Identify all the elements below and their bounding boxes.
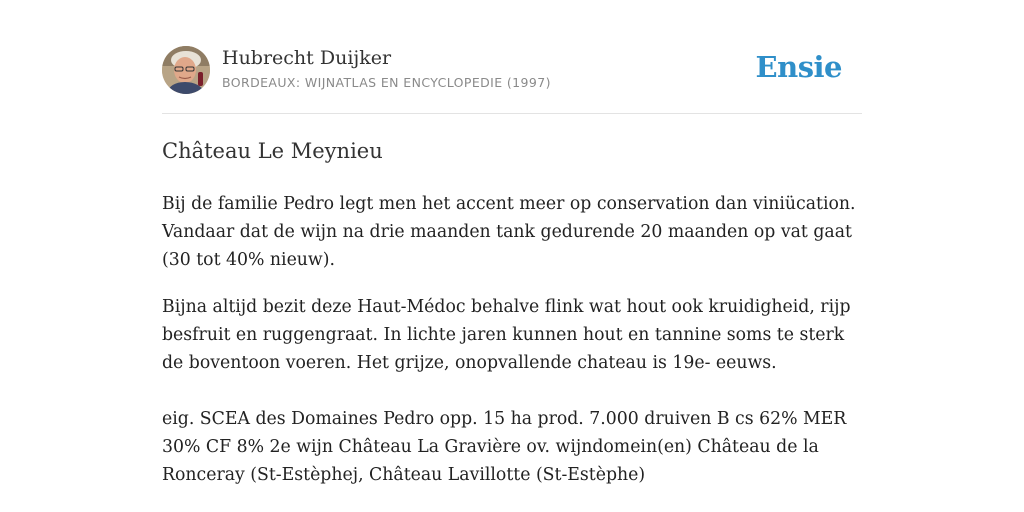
author-avatar[interactable] [162, 46, 210, 94]
author-portrait-icon [162, 46, 210, 94]
entry-paragraph: Bij de familie Pedro legt men het accent meer op conservation dan viniücation. Vandaar dat de wijn na drie maanden tank gedurende 20 maanden op vat gaat (30 tot 40% nieuw). [162, 194, 856, 270]
ensie-logo[interactable]: Ensie [755, 50, 842, 84]
author-name[interactable]: Hubrecht Duijker [222, 47, 392, 69]
book-title[interactable]: BORDEAUX: WIJNATLAS EN ENCYCLOPEDIE (1997) [222, 75, 551, 90]
entry-meta: eig. SCEA des Domaines Pedro opp. 15 ha prod. 7.000 druiven B cs 62% MER 30% CF 8% 2e wijn Château La Gravière ov. wijndomein(en) Château de la Ronceray (St-Estèphej, Château Lavillotte (St-Estèphe) [162, 409, 847, 485]
entry-title: Château Le Meynieu [162, 139, 383, 163]
entry-header [162, 46, 862, 96]
entry-paragraph: Bijna altijd bezit deze Haut-Médoc behalve flink wat hout ook kruidigheid, rijp besfruit en ruggengraat. In lichte jaren kunnen hout en tannine soms te sterk de boventoon voeren. Het grijze, onopvallende chateau is 19e- eeuws. [162, 297, 851, 373]
entry-body [162, 190, 862, 508]
entry-card [162, 46, 862, 485]
header-divider [162, 113, 862, 114]
